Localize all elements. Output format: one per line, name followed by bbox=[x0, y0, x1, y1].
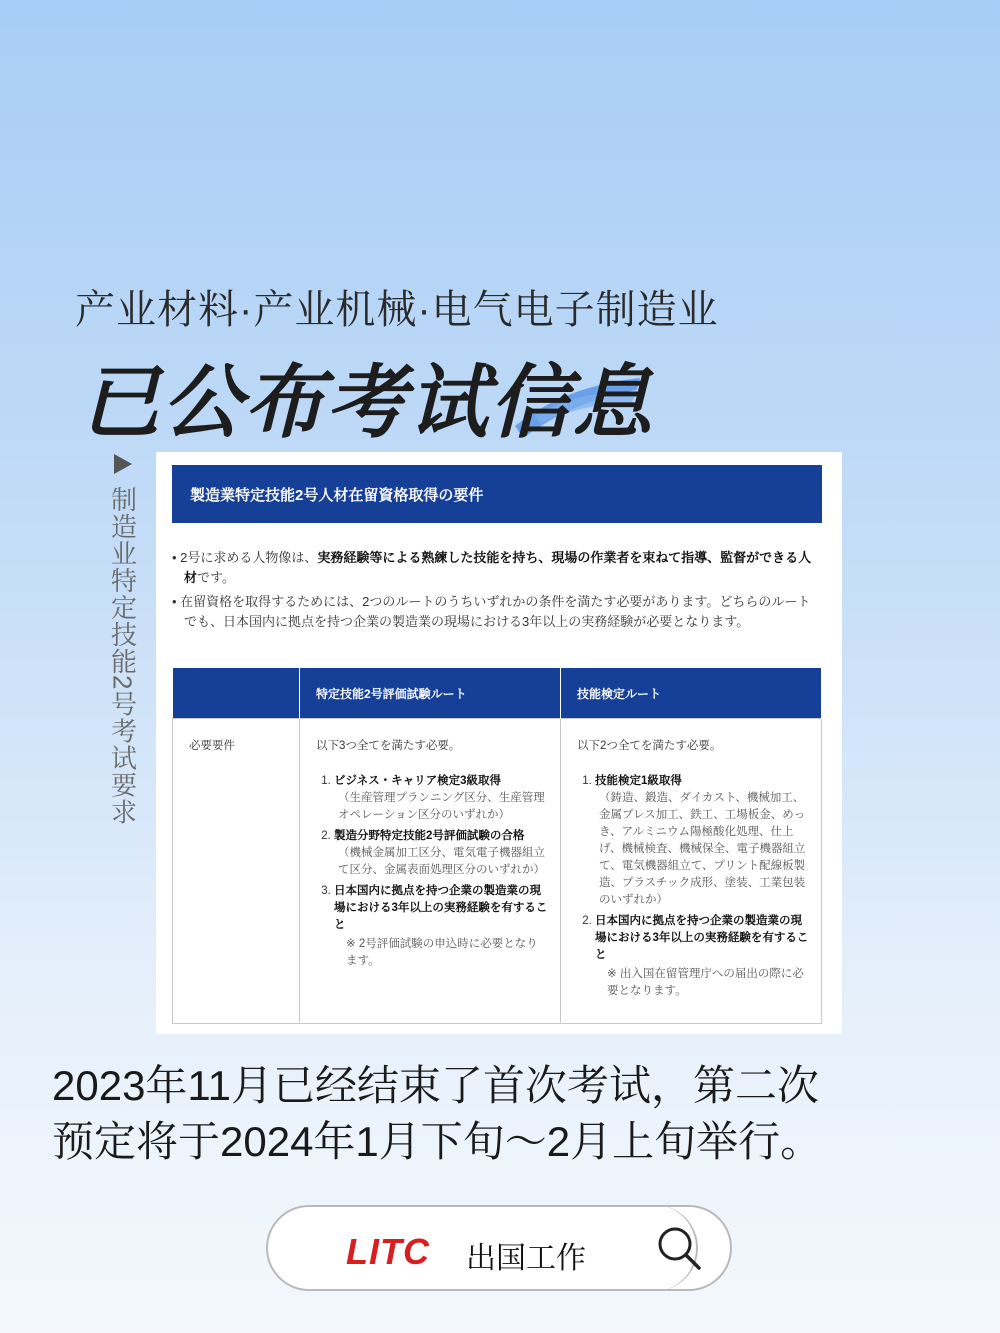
col1-item2-sub: （機械金属加工区分、電気電子機器組立て区分、金属表面処理区分のいずれか） bbox=[338, 847, 545, 876]
main-text bbox=[52, 1058, 952, 1170]
col1-item2: 製造分野特定技能2号評価試験の合格 bbox=[334, 830, 525, 842]
bullet-1: • 2号に求める人物像は、実務経験等による熟練した技能を持ち、現場の作業者を束ねて指導、監督ができる人材です。 bbox=[172, 550, 812, 585]
col2-cell bbox=[561, 719, 822, 1024]
main-text-line1: 2023年11月已经结束了首次考试，第二次 bbox=[52, 1062, 820, 1109]
bullet-1-post: です。 bbox=[197, 570, 235, 585]
col2-list bbox=[577, 773, 809, 1000]
side-label bbox=[106, 454, 140, 825]
document-bullets bbox=[172, 548, 822, 636]
col1-item1: ビジネス・キャリア検定3級取得 bbox=[334, 775, 502, 787]
search-label: 出国工作 bbox=[466, 1242, 586, 1275]
document-title: 製造業特定技能2号人材在留資格取得の要件 bbox=[172, 465, 822, 523]
table-header-col1: 特定技能2号評価試験ルート bbox=[300, 668, 561, 719]
table-row bbox=[173, 719, 822, 1024]
col2-item2: 日本国内に拠点を持つ企業の製造業の現場における3年以上の実務経験を有すること bbox=[595, 915, 809, 961]
headline: 已公布考试信息 bbox=[80, 358, 654, 447]
bullet-2: • 在留資格を取得するためには、2つのルートのうちいずれかの条件を満たす必要があります。どちらのルートでも、日本国内に拠点を持つ企業の製造業の現場における3年以上の実務経験が必要となります。 bbox=[172, 594, 811, 629]
table-header-col2: 技能検定ルート bbox=[561, 668, 822, 719]
litc-logo: LITC bbox=[346, 1231, 430, 1272]
document-image bbox=[156, 452, 842, 1034]
main-text-line2: 预定将于2024年1月下旬～2月上旬举行。 bbox=[52, 1118, 823, 1165]
col2-note: ※ 出入国在留管理庁への届出の際に必要となります。 bbox=[607, 968, 804, 997]
bullet-2-text: 在留資格を取得するためには、2つのルートのうちいずれかの条件を満たす必要があります。どちらのルートでも、日本国内に拠点を持つ企業の製造業の現場における3年以上の実務経験が必要となります。 bbox=[180, 594, 811, 629]
col1-note: ※ 2号評価試験の申込時に必要となります。 bbox=[346, 938, 538, 967]
requirements-table bbox=[172, 668, 822, 1024]
list-item bbox=[334, 883, 548, 970]
list-item bbox=[595, 913, 809, 1000]
subtitle: 产业材料·产业机械·电气电子制造业 bbox=[75, 288, 719, 332]
list-item bbox=[334, 773, 548, 824]
row-label: 必要要件 bbox=[173, 719, 300, 1024]
list-item bbox=[334, 828, 548, 879]
col1-lead: 以下3つ全てを満たす必要。 bbox=[316, 740, 461, 752]
col1-cell bbox=[300, 719, 561, 1024]
table-header-empty bbox=[173, 668, 300, 719]
col1-list bbox=[316, 773, 548, 970]
play-arrow-icon bbox=[114, 454, 132, 474]
side-label-text: 制造业特定技能2号考试要求 bbox=[107, 486, 138, 826]
list-item bbox=[595, 773, 809, 909]
col2-item1: 技能検定1級取得 bbox=[595, 775, 682, 787]
col1-item3: 日本国内に拠点を持つ企業の製造業の現場における3年以上の実務経験を有すること bbox=[334, 885, 548, 931]
search-icon[interactable] bbox=[654, 1223, 704, 1273]
search-bar[interactable] bbox=[266, 1205, 732, 1291]
col2-lead: 以下2つ全てを満たす必要。 bbox=[577, 740, 722, 752]
col2-item1-sub: （鋳造、鍛造、ダイカスト、機械加工、金属プレス加工、鉄工、工場板金、めっき、アルミニウム陽極酸化処理、仕上げ、機械検査、機械保全、電子機器組立て、電気機器組立て、プリント配線板製造、プラスチック成形、塗装、工業包装のいずれか） bbox=[599, 792, 806, 906]
col1-item1-sub: （生産管理プランニング区分、生産管理オペレーション区分のいずれか） bbox=[338, 792, 545, 821]
bullet-1-pre: 2号に求める人物像は、 bbox=[180, 550, 318, 565]
bullet-1-bold: 実務経験等による熟練した技能を持ち、現場の作業者を束ねて指導、監督ができる人材 bbox=[184, 550, 812, 585]
table-header-row bbox=[173, 668, 822, 719]
